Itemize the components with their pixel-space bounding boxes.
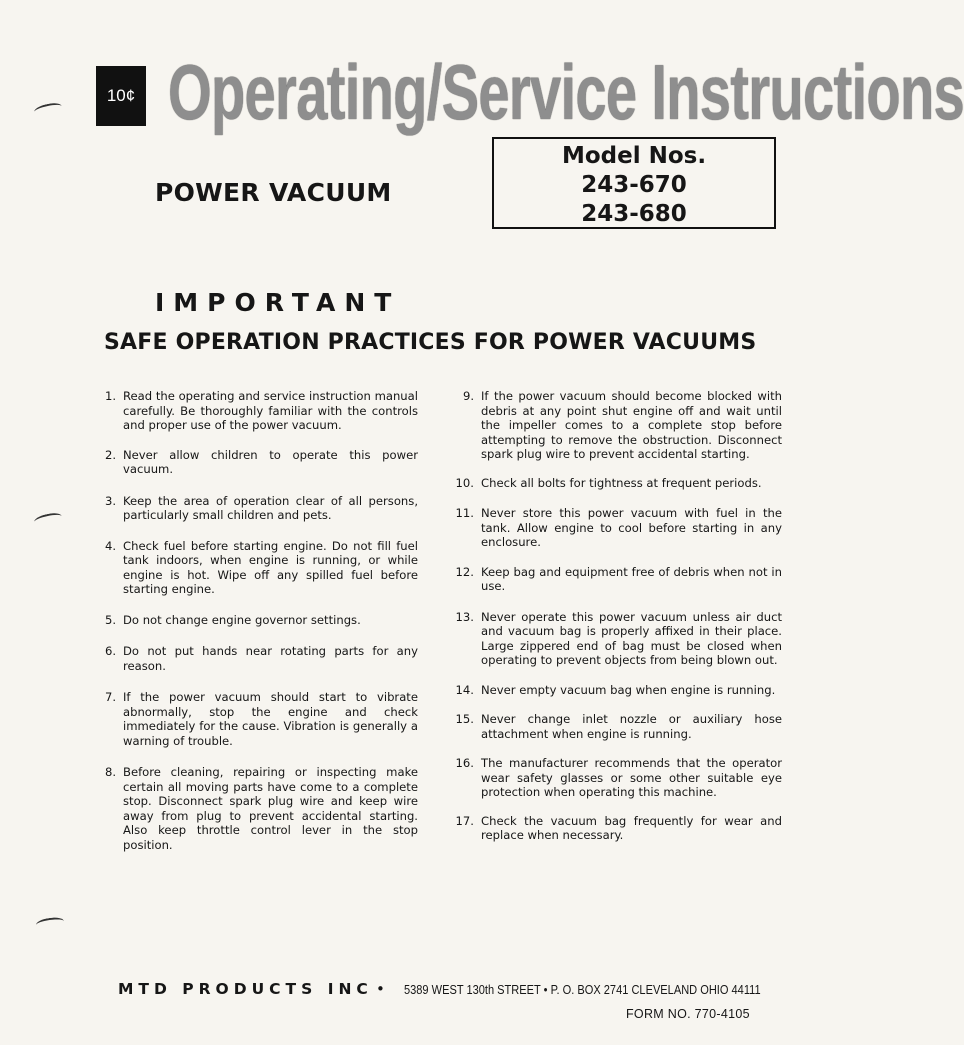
instruction-number: 15.: [455, 712, 474, 726]
instruction-number: 8.: [104, 765, 116, 779]
instruction-item: [452, 476, 782, 491]
instruction-item: [452, 712, 782, 741]
instruction-number: 14.: [455, 682, 474, 697]
instruction-number: 12.: [455, 564, 474, 579]
instruction-text: Check fuel before starting engine. Do not fill fuel tank indoors, when engine is running, or while engine is hot. Wipe off any spilled fuel before starting engine.: [123, 538, 418, 596]
instruction-item: [98, 448, 418, 477]
instruction-item: [452, 506, 782, 550]
instruction-text: Never operate this power vacuum unless air duct and vacuum bag is properly affixed in their place. Large zippered end of bag must be closed when operating to prevent objects from being blown out.: [481, 609, 782, 667]
important-heading: IMPORTANT: [155, 288, 401, 317]
instruction-number: 7.: [104, 690, 116, 704]
footer-address: 5389 WEST 130th STREET • P. O. BOX 2741 CLEVELAND OHIO 44111: [404, 982, 761, 997]
model-number-2: 243-680: [581, 201, 687, 227]
instruction-item: [98, 644, 418, 673]
model-numbers-box: [492, 137, 776, 229]
instruction-item: [98, 690, 418, 748]
model-title: Model Nos.: [561, 143, 707, 169]
instruction-item: [452, 610, 782, 668]
instruction-text: Read the operating and service instruction manual carefully. Be thoroughly familiar with the controls and proper use of the power vacuum.: [123, 389, 418, 432]
product-title: POWER VACUUM: [155, 178, 392, 207]
instruction-item: [98, 613, 418, 628]
instruction-number: 17.: [455, 813, 474, 828]
instruction-number: 1.: [104, 389, 116, 403]
instruction-text: The manufacturer recommends that the operator wear safety glasses or some other suitable eye protection when operating this machine.: [481, 756, 782, 799]
instruction-number: 3.: [104, 493, 116, 508]
scan-mark-top: [33, 101, 62, 117]
instruction-text: Never change inlet nozzle or auxiliary hose attachment when engine is running.: [481, 712, 782, 741]
scan-mark-bottom: [35, 916, 64, 930]
model-number-1: 243-670: [581, 172, 687, 198]
instruction-text: Do not put hands near rotating parts for any reason.: [123, 644, 418, 673]
instruction-item: [98, 765, 418, 852]
instruction-item: [98, 494, 418, 523]
instruction-item: [452, 683, 782, 698]
instruction-item: [452, 756, 782, 800]
instruction-item: [452, 389, 782, 462]
instructions-right-column: [452, 389, 782, 843]
instruction-text: Never empty vacuum bag when engine is running.: [481, 682, 776, 697]
instruction-text: Keep bag and equipment free of debris when not in use.: [481, 564, 782, 593]
instruction-text: Keep the area of operation clear of all persons, particularly small children and pets.: [123, 493, 418, 522]
instruction-number: 11.: [455, 506, 474, 520]
instruction-item: [452, 565, 782, 594]
safety-heading: SAFE OPERATION PRACTICES FOR POWER VACUUMS: [104, 330, 757, 355]
instruction-number: 2.: [104, 447, 116, 462]
instruction-number: 6.: [104, 644, 116, 658]
instruction-number: 16.: [455, 756, 474, 770]
instruction-item: [98, 539, 418, 597]
instruction-text: If the power vacuum should start to vibrate abnormally, stop the engine and check immediately for the cause. Vibration is generally a warning of trouble.: [123, 690, 418, 748]
price-badge: 10¢: [96, 66, 146, 126]
instruction-text: If the power vacuum should become blocked with debris at any point shut engine off and wait until the impeller comes to a complete stop before attempting to remove the obstruction. Disconnect spark plug wire to prevent accidental starting.: [481, 389, 782, 461]
instruction-item: [452, 814, 782, 843]
instruction-number: 4.: [104, 538, 116, 553]
instruction-text: Before cleaning, repairing or inspecting make certain all moving parts have come to a complete stop. Disconnect spark plug wire and keep wire away from plug to prevent accidental starting. Also keep throttle control lever in the stop position.: [123, 765, 418, 852]
footer-bullet: •: [376, 980, 385, 998]
instruction-text: Never store this power vacuum with fuel in the tank. Allow engine to cool before starting in any enclosure.: [481, 506, 782, 549]
footer-company-name: MTD PRODUCTS INC: [118, 980, 373, 998]
instruction-number: 13.: [455, 609, 474, 624]
form-number: FORM NO. 770-4105: [626, 1007, 750, 1021]
instruction-text: Check all bolts for tightness at frequent periods.: [481, 475, 762, 490]
instruction-item: [98, 389, 418, 433]
scan-mark-middle: [33, 511, 62, 527]
instruction-number: 5.: [104, 612, 116, 627]
instruction-number: 9.: [462, 389, 474, 403]
instruction-text: Do not change engine governor settings.: [123, 612, 361, 627]
instruction-text: Never allow children to operate this power vacuum.: [123, 447, 418, 476]
instructions-left-column: [98, 389, 418, 852]
instruction-text: Check the vacuum bag frequently for wear and replace when necessary.: [481, 813, 782, 842]
document-banner-title: Operating/Service Instructions: [168, 48, 964, 136]
instruction-number: 10.: [455, 475, 474, 490]
